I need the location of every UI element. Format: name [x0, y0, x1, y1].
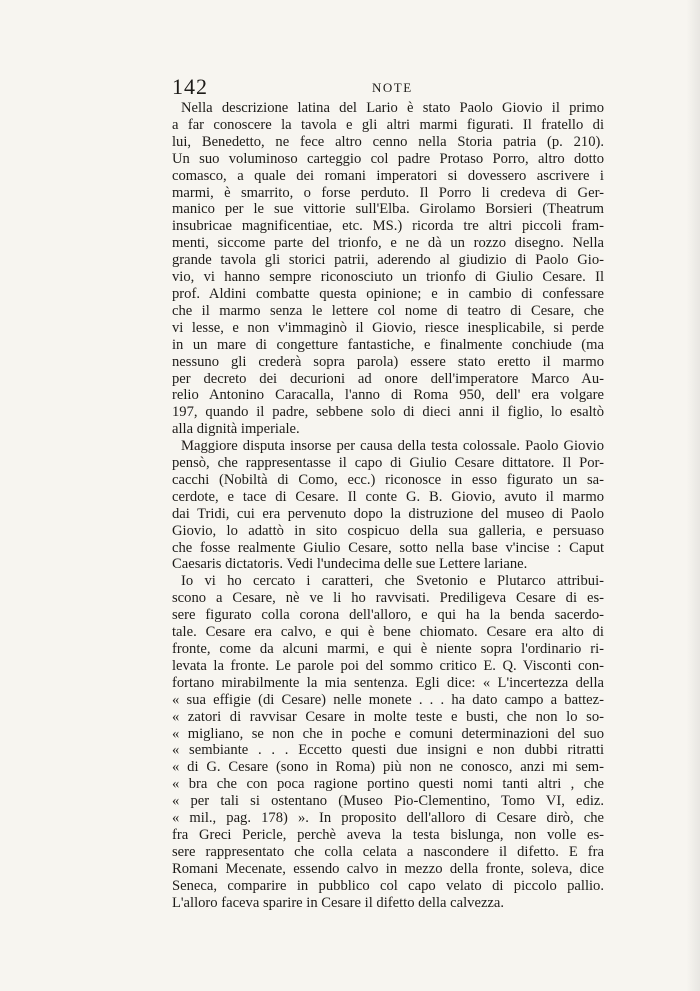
text-line: scono a Cesare, nè ve li ho ravvisati. Prediligeva Cesare di es-: [172, 590, 604, 607]
text-line: « sua effigie (di Cesare) nelle monete . . . ha dato campo a battez-: [172, 691, 604, 708]
body-text: [172, 100, 604, 912]
text-line: comasco, a quale dei romani imperatori si dovessero ascrivere i: [172, 167, 604, 184]
text-line: sere rappresentato che colla celata a nascondere il difetto. E fra: [172, 843, 604, 860]
text-line: fra Greci Pericle, perchè aveva la testa bislunga, non volle es-: [172, 826, 604, 843]
text-line: tale. Cesare era calvo, e qui è bene chiomato. Cesare era alto di: [172, 624, 604, 641]
text-line: Giovio, lo adattò in sito cospicuo della sua galleria, e persuaso: [172, 522, 604, 539]
text-line: L'alloro faceva sparire in Cesare il difetto della calvezza.: [172, 894, 505, 911]
text-line: che il marmo senza le lettere col nome di teatro di Cesare, che: [172, 302, 604, 319]
text-line: prof. Aldini combatte questa opinione; e in cambio di confessare: [172, 285, 604, 302]
text-line: per decreto dei decurioni ad onore dell'imperatore Marco Au-: [172, 370, 604, 387]
text-line: Nella descrizione latina del Lario è stato Paolo Giovio il primo: [181, 100, 604, 116]
text-line: « di G. Cesare (sono in Roma) più non ne conosco, anzi mi sem-: [172, 759, 604, 776]
text-line: levata la fronte. Le parole poi del sommo critico E. Q. Visconti con-: [172, 657, 604, 674]
text-line: alla dignità imperiale.: [172, 421, 300, 438]
text-line: fronte, come da alcuni marmi, e qui è niente sopra l'ordinario ri-: [172, 641, 604, 657]
text-line: 197, quando il padre, sebbene solo di dieci anni il figlio, lo esaltò: [172, 404, 604, 421]
text-line: cerdote, e tace di Cesare. Il conte G. B. Giovio, avuto il marmo: [172, 488, 604, 505]
text-line: « mil., pag. 178) ». In proposito dell'alloro di Cesare dirò, che: [172, 810, 604, 827]
text-line: Seneca, comparire in pubblico col capo velato di piccolo pallio.: [172, 877, 604, 894]
text-line: nessuno gli crederà sopra parola) essere stato eretto il marmo: [172, 353, 604, 370]
text-line: « zatori di ravvisar Cesare in molte teste e busti, che non lo so-: [172, 708, 604, 725]
text-line: « sembiante . . . Eccetto questi due insigni e non dubbi ritratti: [172, 742, 604, 759]
text-line: Un suo voluminoso carteggio col padre Protaso Porro, altro dotto: [172, 150, 604, 167]
text-line: fortano mirabilmente la mia sentenza. Egli dice: « L'incertezza della: [172, 674, 604, 691]
text-line: insubricae magnificentiae, etc. MS.) ricorda tre altri piccoli fram-: [172, 218, 604, 235]
text-line: Caesaris dictatoris. Vedi l'undecima delle sue Lettere lariane.: [172, 556, 528, 573]
scan-edge-shadow: [686, 0, 700, 991]
page-number: 142: [172, 74, 208, 99]
text-line: a far conoscere la tavola e gli altri marmi figurati. Il fratello di: [172, 116, 604, 133]
text-line: sere figurato colla corona dell'alloro, e qui ha la benda sacerdo-: [172, 607, 604, 624]
text-line: pensò, che rappresentasse il capo di Giulio Cesare dittatore. Il Por-: [172, 455, 604, 472]
text-line: lui, Benedetto, ne fece altro cenno nella Storia patria (p. 210).: [172, 133, 604, 150]
text-line: vi lesse, e non v'immaginò il Giovio, riesce inesplicabile, si perde: [172, 319, 604, 336]
text-line: vio, vi hanno sempre riconosciuto un trionfo di Giulio Cesare. Il: [172, 269, 604, 286]
text-line: cacchi (Nobiltà di Como, ecc.) riconosce in esso figurato un sa-: [172, 471, 604, 488]
text-line: in un mare di congetture fantastiche, e finalmente conchiude (ma: [172, 336, 604, 353]
text-line: menti, siccome parte del trionfo, e ne dà un rozzo disegno. Nella: [172, 235, 604, 252]
text-line: Maggiore disputa insorse per causa della testa colossale. Paolo Giovio: [181, 438, 604, 455]
text-line: grande tavola gli storici patrii, aderendo al giudizio di Paolo Gio-: [172, 252, 604, 269]
text-line: Romani Mecenate, essendo calvo in mezzo della fronte, soleva, dice: [172, 860, 604, 877]
text-line: manico per le sue vittorie sull'Elba. Girolamo Borsieri (Theatrum: [172, 201, 604, 218]
page-header: [172, 76, 602, 98]
text-line: marmi, è smarrito, o forse perduto. Il Porro li credeva di Ger-: [172, 184, 604, 201]
running-head: NOTE: [372, 80, 413, 95]
text-line: « per tali si ostentano (Museo Pio-Clementino, Tomo VI, ediz.: [172, 793, 604, 810]
text-line: relio Antonino Caracalla, l'anno di Roma 950, dell' era volgare: [172, 387, 604, 404]
text-line: Io vi ho cercato i caratteri, che Svetonio e Plutarco attribui-: [181, 573, 604, 590]
text-line: dai Tridi, cui era pervenuto dopo la distruzione del museo di Paolo: [172, 505, 604, 522]
text-line: che fosse realmente Giulio Cesare, sotto nella base v'incise : Caput: [172, 539, 604, 556]
text-line: « bra che con poca ragione portino questi nomi tanti altri , che: [172, 776, 604, 793]
text-line: « migliano, se non che in poche e comuni determinazioni del suo: [172, 725, 604, 742]
